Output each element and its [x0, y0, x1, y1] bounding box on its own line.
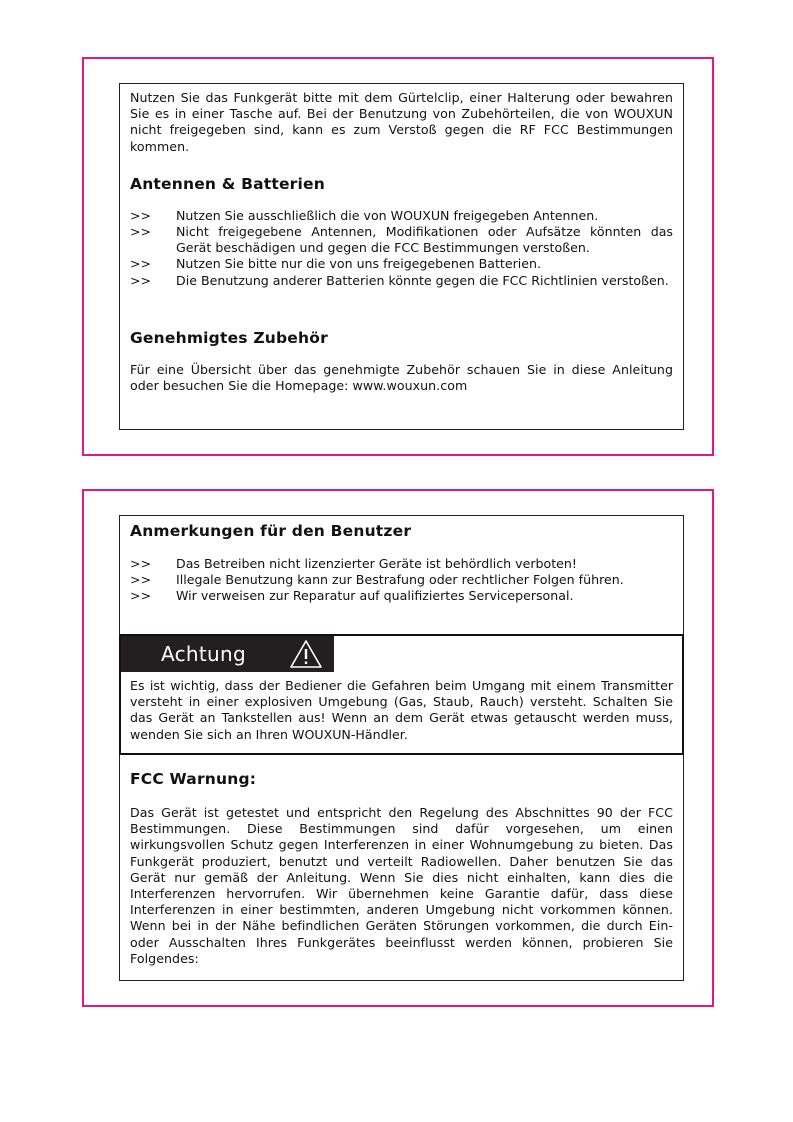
list-item [130, 224, 673, 256]
bullet-marker: >> [130, 256, 152, 272]
intro-paragraph: Nutzen Sie das Funkgerät bitte mit dem Gürtelclip, einer Halterung oder bewahren Sie es in einer Tasche auf. Bei der Benutzung von Zubehörteilen, die von WOUXUN nicht freigegeben sind, kann es zum Verstoß gegen die RF FCC Bestimmungen kommen. [130, 90, 673, 154]
list-item [130, 588, 673, 604]
antennas-heading: Antennen & Batterien [130, 174, 325, 193]
bullet-marker: >> [130, 272, 152, 288]
accessories-heading: Genehmigtes Zubehör [130, 328, 328, 347]
list-item-text: Das Betreiben nicht lizenzierter Geräte ist behördlich verboten! [176, 556, 577, 571]
warning-paragraph: Es ist wichtig, dass der Bediener die Gefahren beim Umgang mit einem Transmitter versteht in einer explosiven Umgebung (Gas, Staub, Rauch) versteht. Schalten Sie das Gerät an Tankstellen aus! Wenn an dem Gerät etwas getauscht werden muss, wenden Sie sich an Ihren WOUXUN-Händler. [130, 678, 673, 742]
notes-section [130, 521, 673, 605]
list-item-text: Nutzen Sie bitte nur die von uns freigegebenen Batterien. [176, 256, 542, 272]
warning-box [119, 634, 684, 755]
list-item-text: Illegale Benutzung kann zur Bestrafung oder rechtlicher Folgen führen. [176, 572, 624, 588]
list-item-text: Nicht freigegebene Antennen, Modifikationen oder Aufsätze könnten das Gerät beschädigen und gegen die FCC Bestimmungen verstoßen. [176, 224, 673, 256]
accessories-paragraph: Für eine Übersicht über das genehmigte Zubehör schauen Sie in diese Anleitung oder besuchen Sie die Homepage: www.wouxun.com [130, 361, 673, 394]
top-card-frame [82, 57, 714, 456]
bottom-card-frame [82, 489, 714, 1007]
bullet-marker: >> [130, 207, 152, 223]
warning-title: Achtung [161, 642, 246, 666]
notes-heading: Anmerkungen für den Benutzer [130, 522, 412, 540]
notes-list [130, 556, 673, 605]
list-item-text: Wir verweisen zur Reparatur auf qualifiziertes Servicepersonal. [176, 588, 574, 604]
antennas-list [130, 208, 673, 289]
list-item-text: Die Benutzung anderer Batterien könnte gegen die FCC Richtlinien verstoßen. [176, 272, 669, 288]
list-item [130, 556, 673, 572]
list-item [130, 572, 673, 588]
top-card-content [119, 83, 684, 430]
fcc-paragraph: Das Gerät ist getestet und entspricht den Regelung des Abschnittes 90 der FCC Bestimmungen. Diese Bestimmungen sind dafür vorgesehen, um einen wirkungsvollen Schutz gegen Interferenzen in einer Wohnumgebung zu bieten. Das Funkgerät produziert, benutzt und verteilt Radiowellen. Daher benutzen Sie das Gerät nur gemäß der Anleitung. Wenn Sie dies nicht einhalten, kann dies die Interferenzen hervorrufen. Wir übernehmen keine Garantie dafür, dass diese Interferenzen in einer bestimmten, anderen Umgebung nicht vorkommen können. Wenn bei in der Nähe befindlichen Geräten Störungen vorkommen, die durch Ein- oder Ausschalten Ihres Funkgerätes beeinflusst werden können, probieren Sie Folgendes: [130, 805, 673, 966]
bottom-card-content [119, 515, 684, 981]
warning-header-bar [121, 636, 334, 672]
list-item [130, 256, 673, 272]
fcc-section [130, 769, 673, 967]
list-item-text: Nutzen Sie ausschließlich die von WOUXUN freigegeben Antennen. [176, 207, 599, 223]
bullet-marker: >> [130, 556, 152, 571]
warning-triangle-icon [289, 639, 323, 669]
bullet-marker: >> [130, 572, 152, 588]
list-item [130, 273, 673, 289]
fcc-heading: FCC Warnung: [130, 770, 257, 788]
bullet-marker: >> [130, 224, 152, 240]
list-item [130, 208, 673, 224]
bullet-marker: >> [130, 588, 152, 604]
